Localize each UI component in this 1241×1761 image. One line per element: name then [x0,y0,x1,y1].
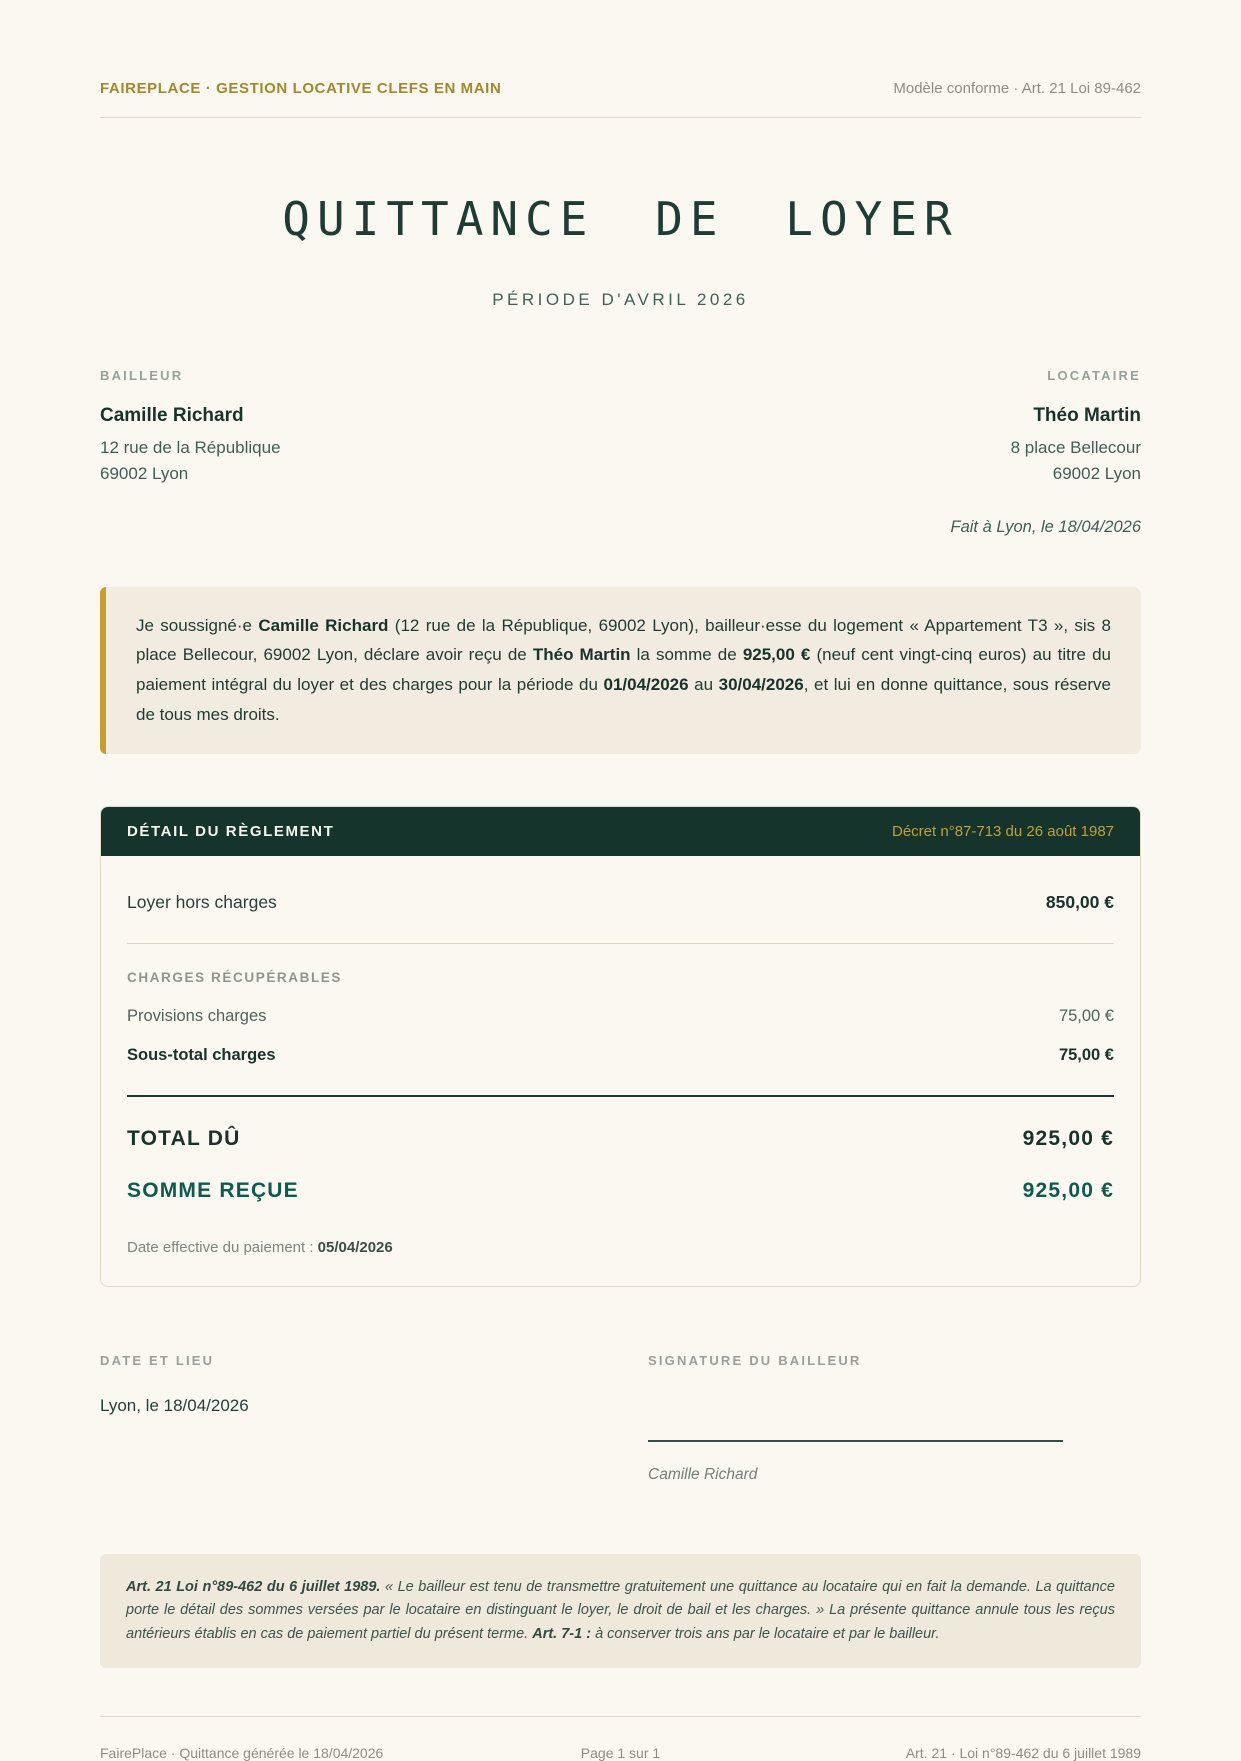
payment-date-label: Date effective du paiement : [127,1238,318,1256]
landlord-address [100,435,281,488]
landlord-address-line1: 12 rue de la République [100,438,281,457]
landlord-name: Camille Richard [100,405,244,426]
date-place-block [100,1353,520,1484]
footer-divider [100,1716,1141,1717]
date-place-value: Lyon, le 18/04/2026 [100,1395,249,1415]
tenant-address-line1: 8 place Bellecour [1010,438,1141,457]
recital-text: , et lui en donne quittance, sous réserve de tous mes droits. [136,675,1112,724]
brand-text: FAIREPLACE · GESTION LOCATIVE CLEFS EN MAIN [100,80,502,97]
signatory-name: Camille Richard [648,1465,758,1483]
parties-section [100,368,1141,488]
recital-amount: 925,00 € [742,645,811,665]
legal-article-7-1: Art. 7-1 : [532,1625,592,1642]
signature-section [100,1353,1141,1484]
footer-generated-note: FairePlace · Quittance générée le 18/04/2026 [100,1745,384,1761]
document-header [100,80,1141,97]
subtotal-value: 75,00 € [1058,1045,1114,1064]
tenant-label: LOCATAIRE [1047,368,1141,383]
legal-notice-box [100,1554,1141,1668]
recital-period-start: 01/04/2026 [603,675,689,695]
total-due-label: TOTAL DÛ [127,1126,241,1150]
signature-line [648,1440,1063,1442]
recital-text: (neuf cent vingt-cinq euros) au titre du paiement intégral du loyer et des charges pour la période du [136,645,1111,695]
rent-label: Loyer hors charges [127,891,277,912]
tenant-name: Théo Martin [1033,405,1141,426]
card-body [101,856,1140,1286]
provisions-label: Provisions charges [127,1006,267,1025]
legal-article-ref: Art. 21 Loi n°89-462 du 6 juillet 1989. [126,1578,381,1595]
recital-period-end: 30/04/2026 [718,675,804,695]
total-due-value: 925,00 € [1022,1126,1114,1150]
landlord-address-line2: 69002 Lyon [100,464,189,484]
page-footer [100,1745,1141,1761]
header-divider [100,117,1141,118]
payment-date-value: 05/04/2026 [317,1238,393,1256]
tenant-address-line2: 69002 Lyon [1052,464,1141,484]
landlord-label: BAILLEUR [100,368,184,383]
amount-received-label: SOMME REÇUE [127,1178,299,1202]
card-header [101,807,1140,856]
tenant-block [1011,368,1141,488]
issued-at-line: Fait à Lyon, le 18/04/2026 [950,517,1141,536]
recital-text: (12 rue de la République, 69002 Lyon), bailleur·esse du logement « Appartement T3 », sis 8 place Bellecour, 69002 Lyon, déclare avoir reçu de [136,615,1111,665]
subtotal-row [127,1028,1114,1095]
footer-law-reference: Art. 21 · Loi n°89-462 du 6 juillet 1989 [905,1745,1141,1761]
recital-text: la somme de [630,645,743,665]
footer-page-number: Page 1 sur 1 [580,1745,661,1761]
recital-statement [100,587,1141,754]
recital-landlord-name: Camille Richard [258,615,389,635]
tenant-address [1011,435,1141,488]
provisions-value: 75,00 € [1058,1006,1114,1025]
period-subtitle: PÉRIODE D'AVRIL 2026 [492,290,749,309]
total-due-row [127,1097,1114,1151]
legal-text: « Le bailleur est tenu de transmettre gratuitement une quittance au locataire qui en fait la demande. La quittance porte le détail des sommes versées par le locataire en distinguant le loyer, le droit de bail et les charges. » La présente quittance annule tous les reçus antérieurs établis en cas de paiement partiel du présent terme. [126,1578,1115,1642]
decree-reference: Décret n°87-713 du 26 août 1987 [892,822,1114,840]
signature-label: SIGNATURE DU BAILLEUR [648,1352,862,1368]
compliance-note: Modèle conforme · Art. 21 Loi 89-462 [893,80,1141,97]
provisions-row [127,985,1114,1028]
amount-received-value: 925,00 € [1022,1178,1114,1202]
legal-text: à conserver trois ans par le locataire et par le bailleur. [591,1625,940,1642]
payment-details-card [100,806,1141,1287]
recital-text: Je soussigné·e [136,615,259,635]
date-place-label: DATE ET LIEU [100,1352,215,1368]
rent-row [127,860,1114,943]
card-title: DÉTAIL DU RÈGLEMENT [127,822,335,840]
row-divider [127,943,1114,944]
landlord-block [100,368,281,488]
landlord-signature-block [648,1353,1141,1484]
charges-section-label: CHARGES RÉCUPÉRABLES [127,969,343,985]
recital-tenant-name: Théo Martin [532,645,631,665]
page-title: QUITTANCE DE LOYER [282,192,959,246]
amount-received-row [127,1151,1114,1203]
payment-date-row [127,1203,1114,1256]
rent-value: 850,00 € [1045,891,1114,912]
subtotal-label: Sous-total charges [127,1045,276,1064]
recital-text: au [688,675,719,695]
